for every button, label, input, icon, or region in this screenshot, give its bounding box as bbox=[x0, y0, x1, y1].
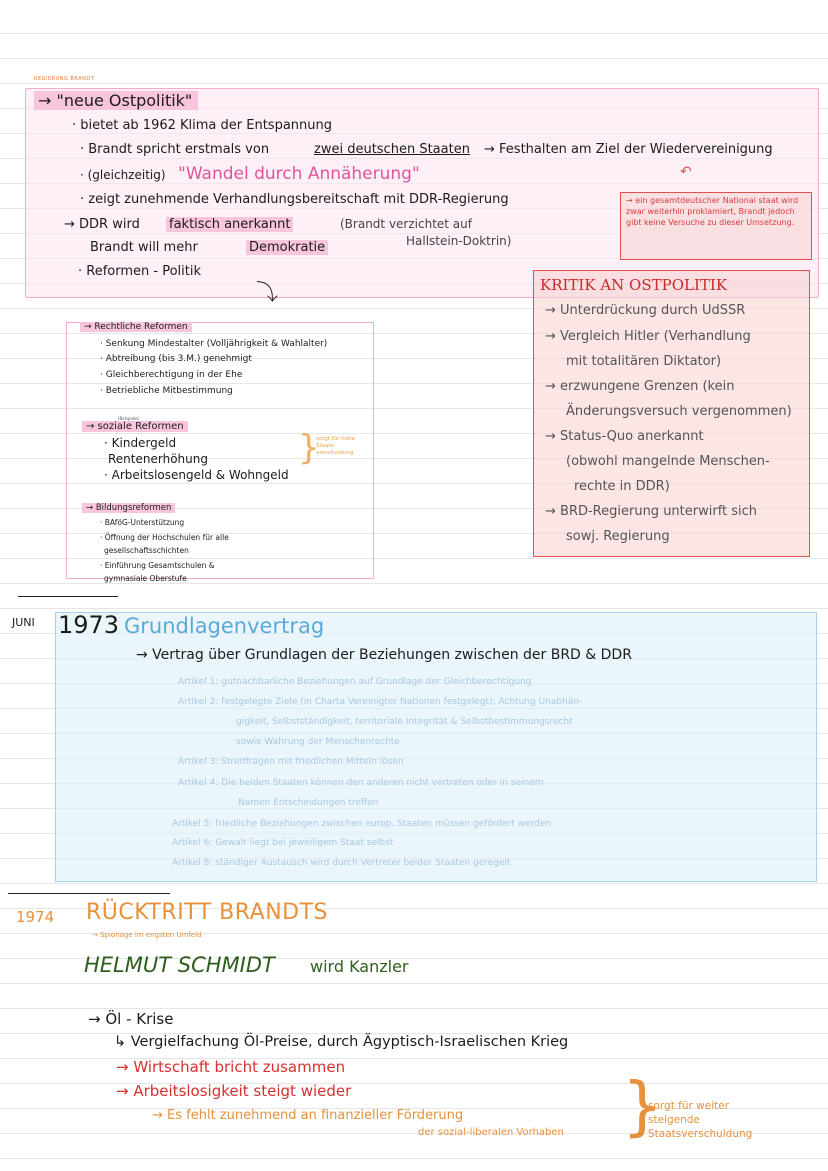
kritik-item-8: rechte in DDR) bbox=[574, 479, 670, 494]
divider-1974 bbox=[8, 893, 170, 894]
soziale-title: → soziale Reformen bbox=[82, 421, 188, 432]
soziale-item-2: Rentenerhöhung bbox=[108, 452, 208, 466]
article-1: Artikel 1: gutnachbarliche Beziehungen auf Grundlage der Gleichberechtigung bbox=[178, 677, 532, 687]
schmidt-line-4: → Es fehlt zunehmend an finanzieller Förderung bbox=[152, 1108, 464, 1123]
ostpolitik-line-2c: → Festhalten am Ziel der Wiedervereinigung bbox=[484, 142, 773, 157]
ruecktritt-sub: → Spionage im engsten Umfeld bbox=[92, 931, 202, 939]
ostpolitik-line-5c: (Brandt verzichtet auf bbox=[340, 217, 472, 231]
rechtliche-item-2: · Abtreibung (bis 3.M.) genehmigt bbox=[100, 354, 252, 364]
soziale-item-1: · Kindergeld bbox=[104, 436, 177, 450]
kritik-title: KRITIK AN OSTPOLITIK bbox=[540, 276, 728, 294]
divider-1973 bbox=[18, 596, 118, 597]
soziale-sub: (Beispiele) bbox=[118, 416, 140, 421]
schmidt-brace-icon: } bbox=[622, 1070, 663, 1144]
schmidt-line-1: ↳ Vergielfachung Öl-Preise, durch Ägyptisch-Israelischen Krieg bbox=[114, 1034, 569, 1050]
article-4-cont: Namen Entscheidungen treffen bbox=[238, 798, 379, 808]
kritik-item-10: sowj. Regierung bbox=[566, 529, 670, 544]
bildung-item-4: · Einführung Gesamtschulen & bbox=[100, 561, 215, 570]
article-2-cont: gigkeit, Selbstständigkeit, territoriale Integrität & Selbstbestimmungsrecht bbox=[236, 717, 573, 727]
page-header-label: REGIERUNG BRANDT bbox=[34, 76, 95, 82]
grundlagen-title: Grundlagenvertrag bbox=[124, 614, 325, 638]
article-3: Artikel 3: Streitfragen mit friedlichen Mitteln lösen bbox=[178, 757, 404, 767]
rechtliche-item-3: · Gleichberechtigung in der Ehe bbox=[100, 370, 243, 380]
schmidt-role: wird Kanzler bbox=[310, 957, 409, 976]
kritik-item-1: → Unterdrückung durch UdSSR bbox=[545, 303, 746, 318]
grundlagen-subtitle: → Vertrag über Grundlagen der Beziehungen zwischen der BRD & DDR bbox=[136, 647, 632, 663]
ostpolitik-line-5a: → DDR wird bbox=[64, 217, 140, 232]
bildung-item-5: gymnasiale Oberstufe bbox=[104, 574, 187, 583]
ostpolitik-line-1: · bietet ab 1962 Klima der Entspannung bbox=[72, 118, 333, 133]
kritik-item-5: Änderungsversuch vergenommen) bbox=[566, 404, 792, 419]
ostpolitik-line-6a: Brandt will mehr bbox=[90, 240, 198, 255]
kritik-item-4: → erzwungene Grenzen (kein bbox=[545, 379, 735, 394]
kritik-item-9: → BRD-Regierung unterwirft sich bbox=[545, 504, 758, 519]
schmidt-line-2: → Wirtschaft bricht zusammen bbox=[116, 1058, 346, 1076]
ostpolitik-line-3b: "Wandel durch Annäherung" bbox=[178, 164, 420, 184]
article-6: Artikel 6: Gewalt liegt bei jeweiligem Staat selbst bbox=[172, 838, 394, 848]
kritik-item-6: → Status-Quo anerkannt bbox=[545, 429, 704, 444]
return-arrow-icon: ↶ bbox=[680, 164, 692, 180]
rechtliche-item-4: · Betriebliche Mitbestimmung bbox=[100, 386, 233, 396]
kritik-item-7: (obwohl mangelnde Menschen- bbox=[566, 454, 770, 469]
grundlagen-date: JUNI bbox=[12, 616, 35, 629]
schmidt-line-5: der sozial-liberalen Vorhaben bbox=[418, 1127, 564, 1138]
soziale-brace-icon: } bbox=[298, 428, 320, 468]
ostpolitik-line-2b: zwei deutschen Staaten bbox=[314, 142, 470, 157]
ostpolitik-line-2a: · Brandt spricht erstmals von bbox=[80, 142, 270, 157]
schmidt-year: 1974 bbox=[16, 908, 55, 926]
article-2: Artikel 2: festgelegte Ziele (in Charta Vereinigter Nationen festgelegt): Achtung Unabhän- bbox=[178, 697, 583, 707]
article-5: Artikel 5: friedliche Beziehungen zwischen europ. Staaten müssen gefördert werden bbox=[172, 819, 552, 829]
ostpolitik-line-7: · Reformen - Politik bbox=[78, 264, 202, 279]
soziale-note: sorgt für hohe Staats-verschuldung bbox=[316, 436, 355, 456]
ostpolitik-line-5d: Hallstein-Doktrin) bbox=[406, 234, 512, 248]
soziale-item-3: · Arbeitslosengeld & Wohngeld bbox=[104, 468, 289, 482]
rechtliche-item-1: · Senkung Mindestalter (Volljährigkeit & Wahlalter) bbox=[100, 339, 328, 349]
ostpolitik-line-4: · zeigt zunehmende Verhandlungsbereitschaft mit DDR-Regierung bbox=[80, 192, 509, 207]
article-8: Artikel 8: ständiger Austausch wird durch Vertreter beider Staaten geregelt bbox=[172, 858, 511, 868]
curly-arrow-icon: ⤵ bbox=[256, 281, 279, 306]
ostpolitik-line-6b: Demokratie bbox=[246, 240, 328, 255]
ruecktritt-title: RÜCKTRITT BRANDTS bbox=[86, 900, 329, 925]
rechtliche-title: → Rechtliche Reformen bbox=[80, 322, 192, 332]
bildung-item-3: gesellschaftsschichten bbox=[104, 546, 189, 555]
ostpolitik-title: → "neue Ostpolitik" bbox=[34, 91, 198, 110]
grundlagen-year: 1973 bbox=[58, 611, 120, 639]
schmidt-note: sorgt für weiter steigende Staatsverschuldung bbox=[648, 1100, 753, 1140]
article-4: Artikel 4: Die beiden Staaten können den anderen nicht vertreten oder in seinem bbox=[178, 778, 544, 788]
schmidt-line-3: → Arbeitslosigkeit steigt wieder bbox=[116, 1082, 352, 1100]
bildung-item-2: · Öffnung der Hochschulen für alle bbox=[100, 533, 229, 542]
bildung-title: → Bildungsreformen bbox=[82, 503, 175, 513]
schmidt-name: HELMUT SCHMIDT bbox=[84, 953, 275, 977]
bildung-item-1: · BAföG-Unterstützung bbox=[100, 518, 185, 527]
kritik-item-3: mit totalitären Diktator) bbox=[566, 354, 722, 369]
ostpolitik-line-3a: · (gleichzeitig) bbox=[80, 168, 166, 182]
side-note-text: → ein gesamtdeutscher National staat wird zwar weiterhin proklamiert, Brandt jedoch gibt keine Versuche zu dieser Umsetzung. bbox=[626, 196, 799, 227]
kritik-item-2: → Vergleich Hitler (Verhandlung bbox=[545, 329, 751, 344]
article-2-cont2: sowie Wahrung der Menschenrechte bbox=[236, 737, 400, 747]
oel-krise: → Öl - Krise bbox=[88, 1010, 174, 1028]
ostpolitik-line-5b: faktisch anerkannt bbox=[166, 217, 293, 232]
